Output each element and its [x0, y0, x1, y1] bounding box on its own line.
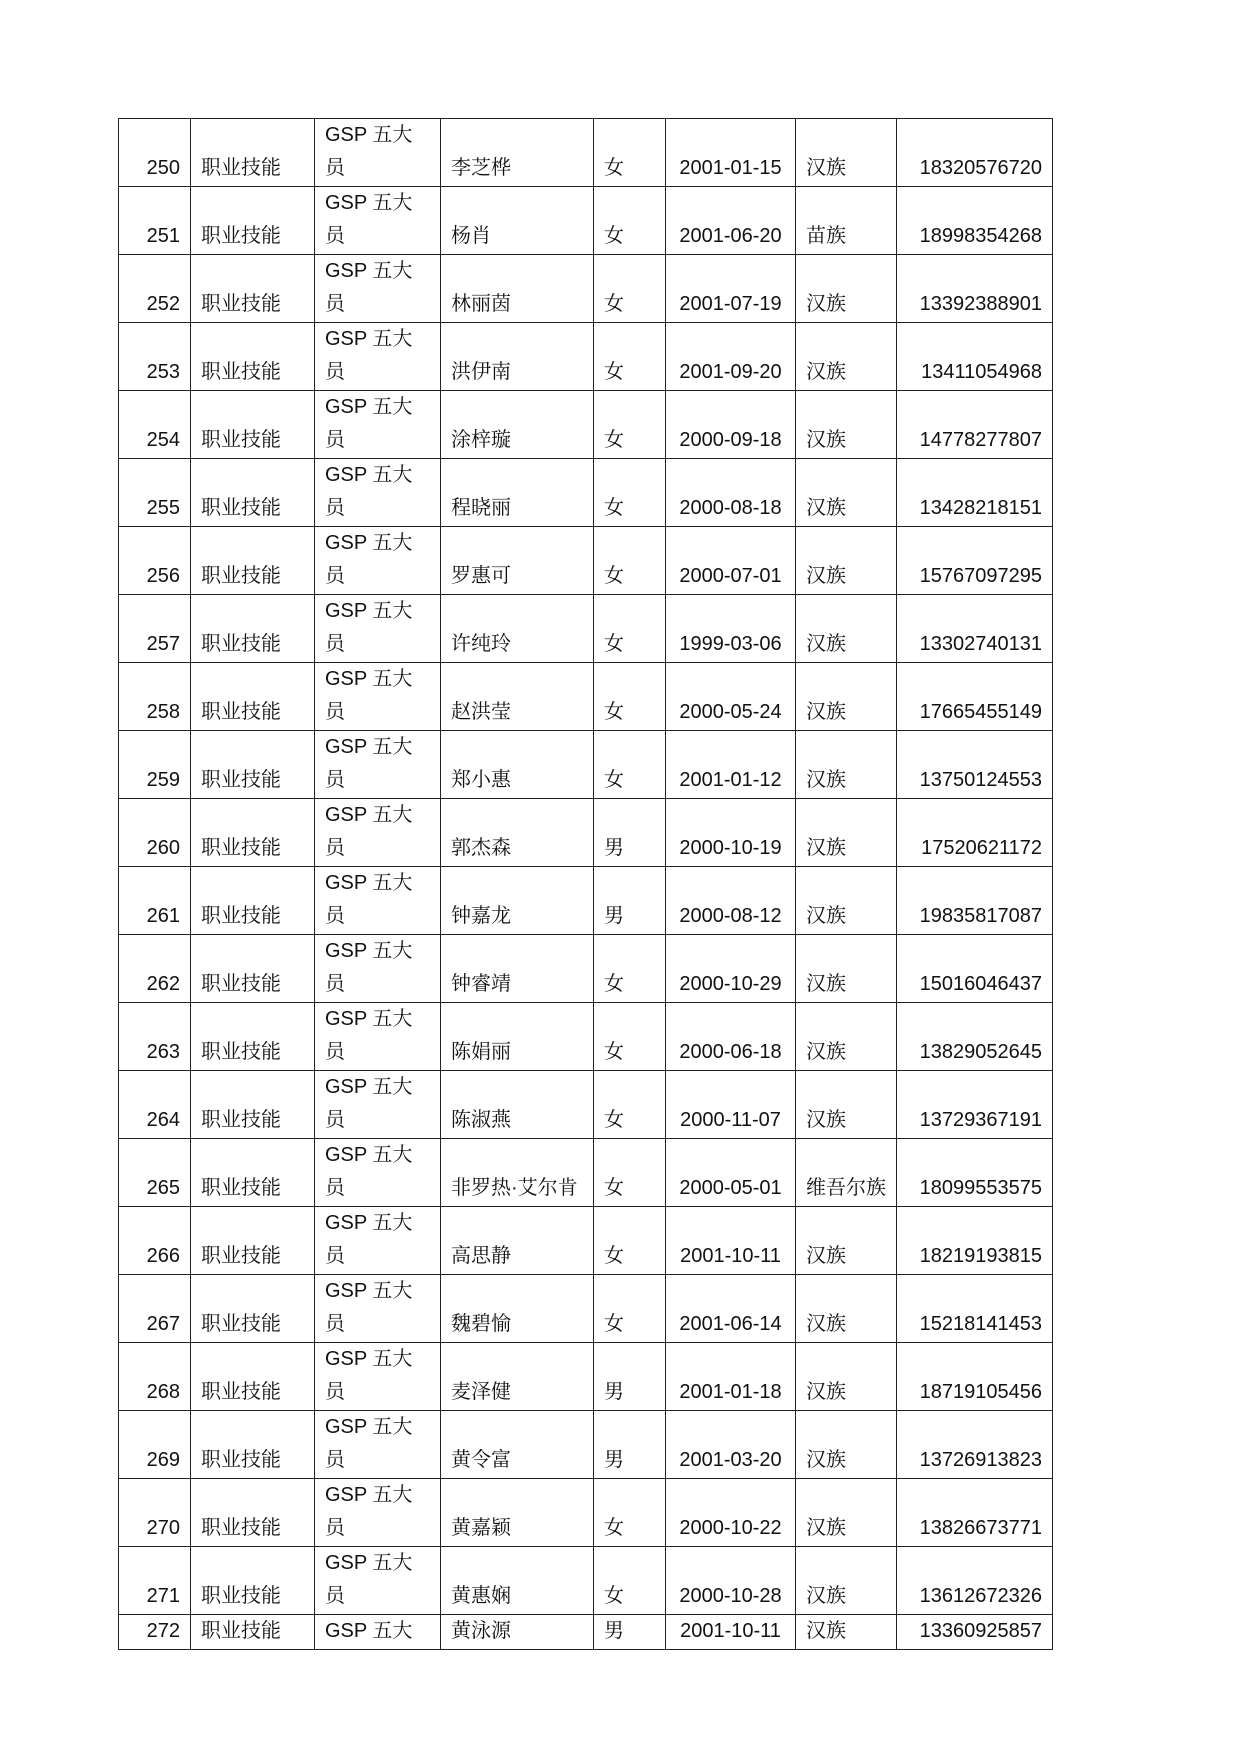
row-number: 252: [119, 255, 191, 323]
category-cell: 职业技能: [191, 1071, 315, 1139]
birth-date-cell: 2001-03-20: [666, 1411, 796, 1479]
role-cell: GSP 五大员: [315, 1343, 441, 1411]
birth-date-cell: 2000-05-01: [666, 1139, 796, 1207]
table-row: [119, 1139, 1053, 1207]
gender-cell: 女: [594, 595, 666, 663]
category-cell: 职业技能: [191, 119, 315, 187]
birth-date-cell: 2000-07-01: [666, 527, 796, 595]
birth-date-cell: 2000-08-18: [666, 459, 796, 527]
phone-cell: 17665455149: [897, 663, 1053, 731]
ethnicity-cell: 汉族: [796, 867, 897, 935]
phone-cell: 18719105456: [897, 1343, 1053, 1411]
role-cell: GSP 五大: [315, 1615, 441, 1650]
phone-cell: 19835817087: [897, 867, 1053, 935]
birth-date-cell: 2000-08-12: [666, 867, 796, 935]
category-cell: 职业技能: [191, 187, 315, 255]
phone-cell: 13750124553: [897, 731, 1053, 799]
ethnicity-cell: 汉族: [796, 595, 897, 663]
gender-cell: 男: [594, 1343, 666, 1411]
gender-cell: 男: [594, 867, 666, 935]
name-cell: 钟睿靖: [441, 935, 594, 1003]
row-number: 268: [119, 1343, 191, 1411]
category-cell: 职业技能: [191, 1207, 315, 1275]
ethnicity-cell: 汉族: [796, 1343, 897, 1411]
ethnicity-cell: 汉族: [796, 1207, 897, 1275]
category-cell: 职业技能: [191, 799, 315, 867]
role-cell: GSP 五大员: [315, 731, 441, 799]
row-number: 271: [119, 1547, 191, 1615]
birth-date-cell: 2000-10-19: [666, 799, 796, 867]
row-number: 272: [119, 1615, 191, 1650]
birth-date-cell: 1999-03-06: [666, 595, 796, 663]
name-cell: 麦泽健: [441, 1343, 594, 1411]
phone-cell: 13729367191: [897, 1071, 1053, 1139]
ethnicity-cell: 汉族: [796, 119, 897, 187]
category-cell: 职业技能: [191, 867, 315, 935]
row-number: 253: [119, 323, 191, 391]
table-row: [119, 1071, 1053, 1139]
name-cell: 钟嘉龙: [441, 867, 594, 935]
ethnicity-cell: 维吾尔族: [796, 1139, 897, 1207]
table-row: [119, 1547, 1053, 1615]
phone-cell: 18998354268: [897, 187, 1053, 255]
phone-cell: 14778277807: [897, 391, 1053, 459]
name-cell: 陈娟丽: [441, 1003, 594, 1071]
ethnicity-cell: 汉族: [796, 663, 897, 731]
row-number: 257: [119, 595, 191, 663]
ethnicity-cell: 汉族: [796, 1003, 897, 1071]
row-number: 270: [119, 1479, 191, 1547]
gender-cell: 男: [594, 1615, 666, 1650]
birth-date-cell: 2000-09-18: [666, 391, 796, 459]
table-row: [119, 1003, 1053, 1071]
name-cell: 高思静: [441, 1207, 594, 1275]
category-cell: 职业技能: [191, 595, 315, 663]
table-row: [119, 187, 1053, 255]
phone-cell: 18320576720: [897, 119, 1053, 187]
name-cell: 非罗热·艾尔肯: [441, 1139, 594, 1207]
category-cell: 职业技能: [191, 527, 315, 595]
gender-cell: 女: [594, 731, 666, 799]
phone-cell: 15218141453: [897, 1275, 1053, 1343]
role-cell: GSP 五大员: [315, 1003, 441, 1071]
ethnicity-cell: 苗族: [796, 187, 897, 255]
role-cell: GSP 五大员: [315, 1275, 441, 1343]
category-cell: 职业技能: [191, 1479, 315, 1547]
name-cell: 杨肖: [441, 187, 594, 255]
name-cell: 黄嘉颖: [441, 1479, 594, 1547]
table-row: [119, 459, 1053, 527]
phone-cell: 13392388901: [897, 255, 1053, 323]
birth-date-cell: 2001-01-18: [666, 1343, 796, 1411]
phone-cell: 13411054968: [897, 323, 1053, 391]
birth-date-cell: 2001-01-15: [666, 119, 796, 187]
role-cell: GSP 五大员: [315, 935, 441, 1003]
ethnicity-cell: 汉族: [796, 731, 897, 799]
category-cell: 职业技能: [191, 1003, 315, 1071]
gender-cell: 女: [594, 459, 666, 527]
role-cell: GSP 五大员: [315, 527, 441, 595]
row-number: 254: [119, 391, 191, 459]
row-number: 265: [119, 1139, 191, 1207]
row-number: 267: [119, 1275, 191, 1343]
birth-date-cell: 2001-06-20: [666, 187, 796, 255]
role-cell: GSP 五大员: [315, 1071, 441, 1139]
row-number: 251: [119, 187, 191, 255]
ethnicity-cell: 汉族: [796, 935, 897, 1003]
gender-cell: 女: [594, 1275, 666, 1343]
ethnicity-cell: 汉族: [796, 459, 897, 527]
name-cell: 郑小惠: [441, 731, 594, 799]
row-number: 263: [119, 1003, 191, 1071]
category-cell: 职业技能: [191, 1343, 315, 1411]
name-cell: 魏碧愉: [441, 1275, 594, 1343]
birth-date-cell: 2001-09-20: [666, 323, 796, 391]
table-row: [119, 867, 1053, 935]
role-cell: GSP 五大员: [315, 1411, 441, 1479]
roster-table: [118, 118, 1053, 1650]
role-cell: GSP 五大员: [315, 1547, 441, 1615]
table-row: [119, 799, 1053, 867]
role-cell: GSP 五大员: [315, 119, 441, 187]
ethnicity-cell: 汉族: [796, 1275, 897, 1343]
role-cell: GSP 五大员: [315, 255, 441, 323]
name-cell: 涂梓璇: [441, 391, 594, 459]
phone-cell: 13360925857: [897, 1615, 1053, 1650]
name-cell: 许纯玲: [441, 595, 594, 663]
gender-cell: 女: [594, 119, 666, 187]
birth-date-cell: 2000-10-28: [666, 1547, 796, 1615]
gender-cell: 女: [594, 1139, 666, 1207]
table-row: [119, 391, 1053, 459]
name-cell: 赵洪莹: [441, 663, 594, 731]
phone-cell: 17520621172: [897, 799, 1053, 867]
category-cell: 职业技能: [191, 1547, 315, 1615]
gender-cell: 女: [594, 1479, 666, 1547]
phone-cell: 15767097295: [897, 527, 1053, 595]
role-cell: GSP 五大员: [315, 459, 441, 527]
birth-date-cell: 2001-07-19: [666, 255, 796, 323]
table-row: [119, 1275, 1053, 1343]
gender-cell: 女: [594, 663, 666, 731]
phone-cell: 15016046437: [897, 935, 1053, 1003]
gender-cell: 女: [594, 323, 666, 391]
ethnicity-cell: 汉族: [796, 1547, 897, 1615]
ethnicity-cell: 汉族: [796, 323, 897, 391]
category-cell: 职业技能: [191, 323, 315, 391]
ethnicity-cell: 汉族: [796, 255, 897, 323]
gender-cell: 女: [594, 255, 666, 323]
row-number: 260: [119, 799, 191, 867]
table-row: [119, 527, 1053, 595]
row-number: 262: [119, 935, 191, 1003]
table-row: [119, 1343, 1053, 1411]
table-row: [119, 1411, 1053, 1479]
phone-cell: 13826673771: [897, 1479, 1053, 1547]
ethnicity-cell: 汉族: [796, 527, 897, 595]
role-cell: GSP 五大员: [315, 663, 441, 731]
phone-cell: 13726913823: [897, 1411, 1053, 1479]
table-row: [119, 1479, 1053, 1547]
gender-cell: 男: [594, 1411, 666, 1479]
name-cell: 黄泳源: [441, 1615, 594, 1650]
gender-cell: 女: [594, 1207, 666, 1275]
category-cell: 职业技能: [191, 1615, 315, 1650]
birth-date-cell: 2000-06-18: [666, 1003, 796, 1071]
gender-cell: 女: [594, 1003, 666, 1071]
role-cell: GSP 五大员: [315, 867, 441, 935]
gender-cell: 女: [594, 187, 666, 255]
category-cell: 职业技能: [191, 255, 315, 323]
row-number: 250: [119, 119, 191, 187]
birth-date-cell: 2000-11-07: [666, 1071, 796, 1139]
birth-date-cell: 2001-01-12: [666, 731, 796, 799]
category-cell: 职业技能: [191, 1411, 315, 1479]
row-number: 258: [119, 663, 191, 731]
table-row: [119, 731, 1053, 799]
phone-cell: 13302740131: [897, 595, 1053, 663]
category-cell: 职业技能: [191, 935, 315, 1003]
ethnicity-cell: 汉族: [796, 1479, 897, 1547]
gender-cell: 女: [594, 527, 666, 595]
table-row: [119, 119, 1053, 187]
row-number: 261: [119, 867, 191, 935]
gender-cell: 女: [594, 391, 666, 459]
roster-body: [119, 119, 1053, 1650]
name-cell: 洪伊南: [441, 323, 594, 391]
category-cell: 职业技能: [191, 731, 315, 799]
category-cell: 职业技能: [191, 663, 315, 731]
gender-cell: 女: [594, 935, 666, 1003]
role-cell: GSP 五大员: [315, 187, 441, 255]
name-cell: 郭杰森: [441, 799, 594, 867]
name-cell: 林丽茵: [441, 255, 594, 323]
ethnicity-cell: 汉族: [796, 1615, 897, 1650]
row-number: 259: [119, 731, 191, 799]
name-cell: 黄令富: [441, 1411, 594, 1479]
phone-cell: 13428218151: [897, 459, 1053, 527]
gender-cell: 男: [594, 799, 666, 867]
ethnicity-cell: 汉族: [796, 799, 897, 867]
table-row: [119, 255, 1053, 323]
role-cell: GSP 五大员: [315, 323, 441, 391]
row-number: 255: [119, 459, 191, 527]
row-number: 269: [119, 1411, 191, 1479]
ethnicity-cell: 汉族: [796, 1411, 897, 1479]
phone-cell: 13612672326: [897, 1547, 1053, 1615]
birth-date-cell: 2000-05-24: [666, 663, 796, 731]
row-number: 264: [119, 1071, 191, 1139]
name-cell: 李芝桦: [441, 119, 594, 187]
role-cell: GSP 五大员: [315, 391, 441, 459]
table-row: [119, 663, 1053, 731]
gender-cell: 女: [594, 1071, 666, 1139]
category-cell: 职业技能: [191, 1275, 315, 1343]
table-row: [119, 1207, 1053, 1275]
ethnicity-cell: 汉族: [796, 391, 897, 459]
birth-date-cell: 2001-06-14: [666, 1275, 796, 1343]
role-cell: GSP 五大员: [315, 799, 441, 867]
role-cell: GSP 五大员: [315, 595, 441, 663]
name-cell: 陈淑燕: [441, 1071, 594, 1139]
category-cell: 职业技能: [191, 1139, 315, 1207]
phone-cell: 18099553575: [897, 1139, 1053, 1207]
birth-date-cell: 2001-10-11: [666, 1207, 796, 1275]
ethnicity-cell: 汉族: [796, 1071, 897, 1139]
table-row: [119, 323, 1053, 391]
table-row: [119, 595, 1053, 663]
role-cell: GSP 五大员: [315, 1139, 441, 1207]
birth-date-cell: 2001-10-11: [666, 1615, 796, 1650]
category-cell: 职业技能: [191, 459, 315, 527]
table-row: [119, 935, 1053, 1003]
row-number: 256: [119, 527, 191, 595]
row-number: 266: [119, 1207, 191, 1275]
phone-cell: 18219193815: [897, 1207, 1053, 1275]
phone-cell: 13829052645: [897, 1003, 1053, 1071]
name-cell: 罗惠可: [441, 527, 594, 595]
name-cell: 程晓丽: [441, 459, 594, 527]
name-cell: 黄惠娴: [441, 1547, 594, 1615]
gender-cell: 女: [594, 1547, 666, 1615]
birth-date-cell: 2000-10-29: [666, 935, 796, 1003]
role-cell: GSP 五大员: [315, 1479, 441, 1547]
role-cell: GSP 五大员: [315, 1207, 441, 1275]
table-row: [119, 1615, 1053, 1650]
birth-date-cell: 2000-10-22: [666, 1479, 796, 1547]
category-cell: 职业技能: [191, 391, 315, 459]
